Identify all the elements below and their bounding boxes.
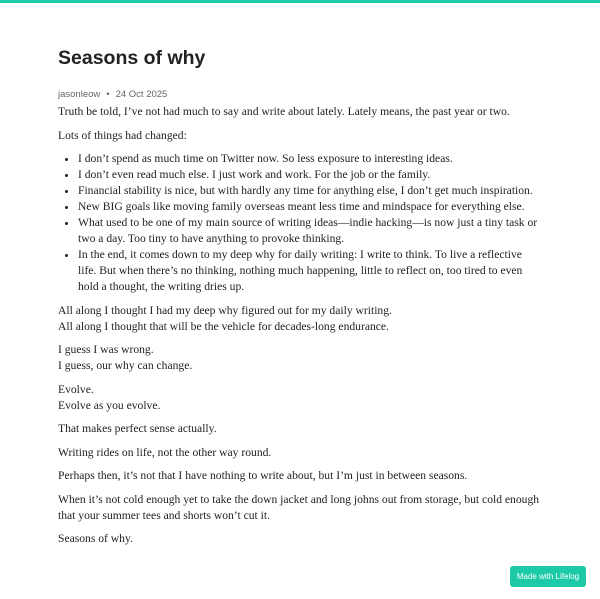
post-date: 24 Oct 2025 [115,89,168,100]
paragraph: When it’s not cold enough yet to take the down jacket and long johns out from storage, but cold enough that your summer tees and shorts won’t cut it. [58,492,540,522]
list-item: • New BIG goals like moving family overseas meant less time and mindspace for everything else. [78,199,542,215]
paragraph: That makes perfect sense actually. [58,422,217,435]
line: All along I thought that will be the vehicle for decades-long endurance. [58,319,389,333]
paragraph: Seasons of why. [58,532,133,545]
author-link[interactable]: jasonleow [58,89,101,100]
paragraph: Lots of things had changed: [58,128,187,142]
paragraph: Truth be told, I’ve not had much to say and write about lately. Lately means, the past year or two. [58,105,510,118]
top-accent-bar [0,0,600,3]
paragraph [58,382,542,414]
paragraph [58,342,542,374]
list-item: • I don’t even read much else. I just work and work. For the job or the family. [78,167,542,183]
line: Evolve as you evolve. [58,398,161,412]
article [58,44,542,555]
paragraph: Writing rides on life, not the other way round. [58,445,272,459]
list-item: • I don’t spend as much time on Twitter now. So less exposure to interesting ideas. [78,151,542,167]
line: I guess, our why can change. [58,359,193,372]
list-item: • What used to be one of my main source of writing ideas—indie hacking—is now just a tiny task or two a day. Too tiny to have anything to provoke thinking. [78,215,542,247]
page-title: Seasons of why [58,47,206,69]
made-with-lifelog-button[interactable]: Made with Lifelog [510,566,586,587]
post-body [58,104,542,547]
paragraph [58,303,542,335]
list-item: • In the end, it comes down to my deep why for daily writing: I write to think. To live a reflective life. But when there’s no thinking, nothing much happening, little to reflect on, too tired to even hold a thought, the writing dries up. [78,247,542,295]
line: Evolve. [58,382,94,396]
meta-separator: • [106,89,110,100]
changes-list [58,151,542,295]
list-item: • Financial stability is nice, but with hardly any time for anything else, I don’t get much inspiration. [78,183,542,199]
paragraph: Perhaps then, it’s not that I have nothing to write about, but I’m just in between seasons. [58,469,468,482]
post-meta [58,88,542,102]
line: I guess I was wrong. [58,343,154,356]
line: All along I thought I had my deep why figured out for my daily writing. [58,303,392,317]
